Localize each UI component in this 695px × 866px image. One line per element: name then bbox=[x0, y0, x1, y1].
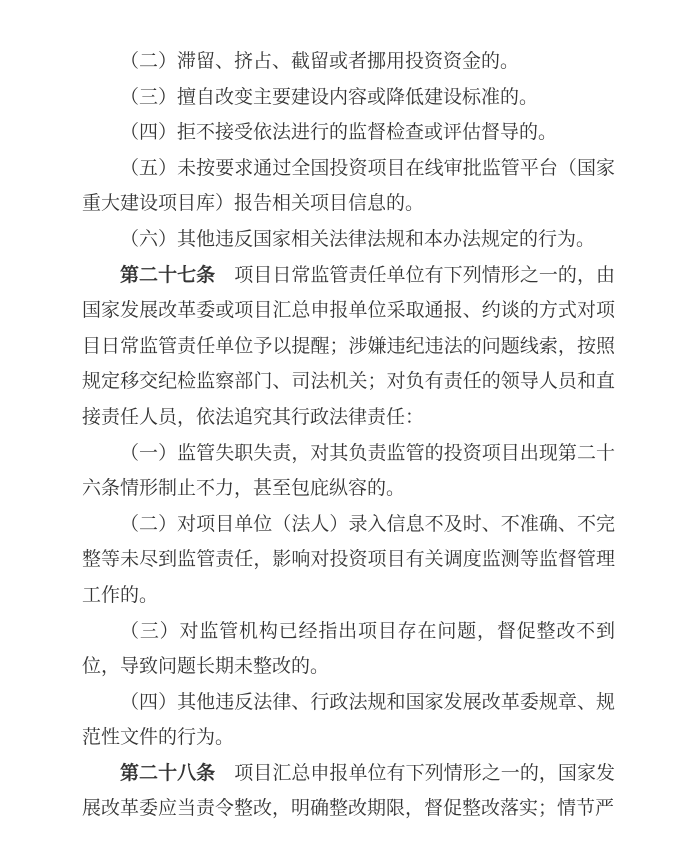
article-27-item-2: （二）对项目单位（法人）录入信息不及时、不准确、不完整等未尽到监管责任，影响对投资项目有关调度监测等监督管理工作的。 bbox=[82, 513, 615, 606]
item-4: （四）拒不接受依法进行的监督检查或评估督导的。 bbox=[120, 122, 558, 144]
article-28-number: 第二十八条 bbox=[120, 762, 216, 784]
item-2: （二）滞留、挤占、截留或者挪用投资资金的。 bbox=[120, 51, 520, 72]
article-27-number: 第二十七条 bbox=[120, 264, 216, 286]
article-28 bbox=[82, 756, 615, 827]
item-5: （五）未按要求通过全国投资项目在线审批监管平台（国家重大建设项目库）报告相关项目信息的。 bbox=[82, 157, 615, 215]
item-6: （六）其他违反国家相关法律法规和本办法规定的行为。 bbox=[120, 228, 596, 250]
article-27 bbox=[82, 258, 615, 436]
article-27-item-3: （三）对监管机构已经指出项目存在问题，督促整改不到位，导致问题长期未整改的。 bbox=[82, 620, 615, 678]
article-27-item-4: （四）其他违反法律、行政法规和国家发展改革委规章、规范性文件的行为。 bbox=[82, 691, 615, 749]
article-28-text: 项目汇总申报单位有下列情形之一的，国家发展改革委应当责令整改，明确整改期限，督促整改落实；情节严 bbox=[82, 762, 615, 820]
document-body bbox=[82, 44, 615, 827]
item-3: （三）擅自改变主要建设内容或降低建设标准的。 bbox=[120, 86, 539, 108]
article-27-item-1: （一）监管失职失责，对其负责监管的投资项目出现第二十六条情形制止不力，甚至包庇纵容的。 bbox=[82, 442, 615, 500]
article-27-text: 项目日常监管责任单位有下列情形之一的，由国家发展改革委或项目汇总申报单位采取通报、约谈的方式对项目日常监管责任单位予以提醒；涉嫌违纪违法的问题线索，按照规定移交纪检监察部门、司法机关；对负有责任的领导人员和直接责任人员，依法追究其行政法律责任： bbox=[82, 264, 615, 428]
